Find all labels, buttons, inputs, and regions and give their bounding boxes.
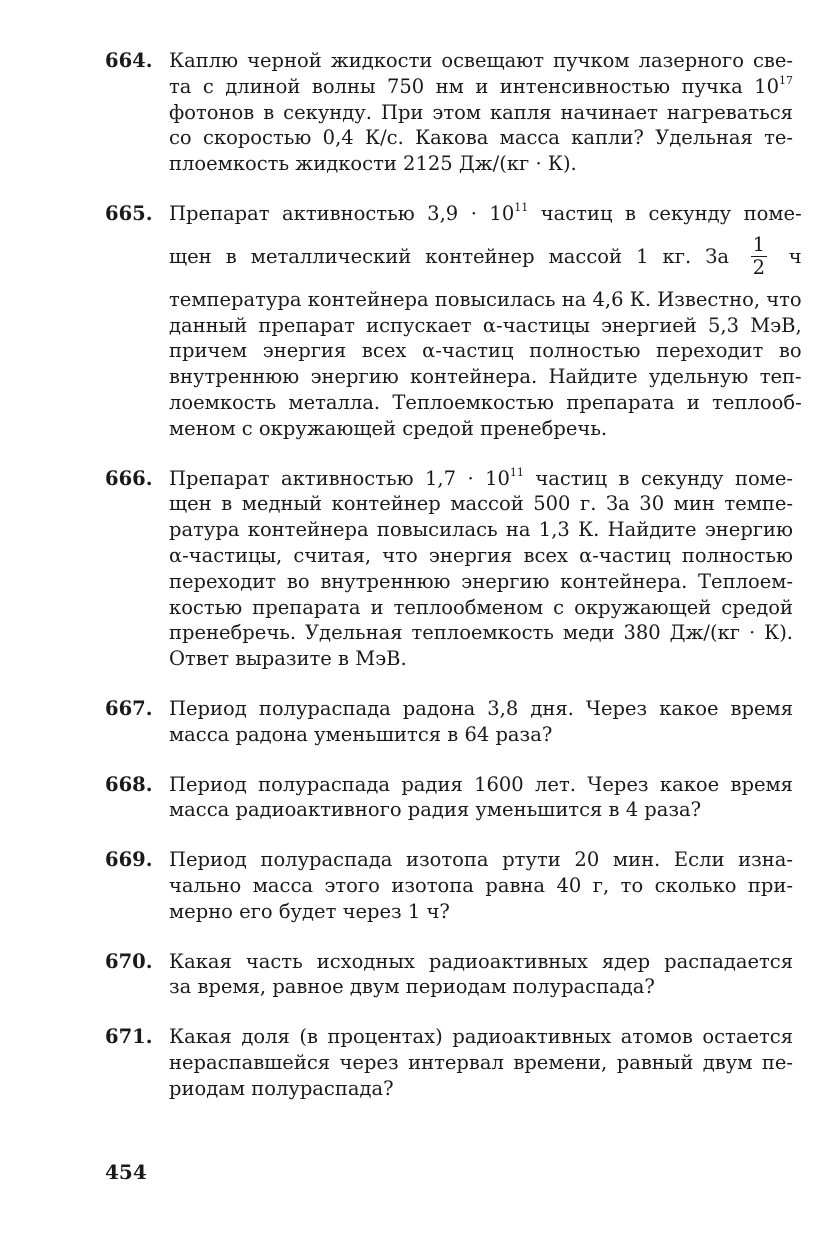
problem-text [169,1024,793,1101]
problem-number: 666. [105,466,153,490]
text-line: лоемкость металла. Теплоемкостью препарата и теплооб- [169,390,802,414]
text-line: Каплю черной жидкости освещают пучком лазерного све- [169,49,793,72]
text-line: чально масса этого изотопа равна 40 г, то сколько при- [169,873,793,897]
problem-number: 667. [105,696,153,720]
problem-667 [105,696,793,748]
exponent: 11 [514,200,529,214]
problem-669 [105,847,793,924]
problem-number: 669. [105,848,153,872]
problem-number: 670. [105,949,153,973]
text-line: α-частицы, считая, что энергия всех α-частиц полностью [169,543,793,567]
problem-text [169,201,802,442]
text-line: костью препарата и теплообменом с окружающей средой [169,595,793,619]
text-line: Период полураспада радона 3,8 дня. Через какое время [169,696,793,720]
text-line: плоемкость жидкости 2125 Дж/(кг · К). [169,152,577,176]
text-line: внутреннюю энергию контейнера. Найдите удельную теп- [169,365,802,389]
fraction-one-half: $\frac{1}{2}$ [752,233,766,280]
problem-664 [105,48,793,177]
text-line: Какая часть исходных радиоактивных ядер распадается [169,949,793,973]
text-line: мерно его будет через 1 ч? [169,899,450,923]
text-line: Какая доля (в процентах) радиоактивных атомов остается [169,1025,793,1049]
text-line: масса радона уменьшится в 64 раза? [169,722,553,746]
problem-number: 668. [105,772,153,796]
text-line: данный препарат испускает α-частицы энергией 5,3 МэВ, [169,313,802,337]
text-line: та с длиной волны 750 нм и интенсивностью пучка $10^{17}$ [169,73,793,98]
problem-666 [105,466,793,672]
page-number: 454 [105,1160,147,1184]
text-line-with-fraction: щен в металлический контейнер массой 1 кг. За $\frac{1}{2}$ ч [169,233,802,280]
text-line: со скоростью 0,4 К/с. Какова масса капли? Удельная те- [169,126,793,150]
problem-670 [105,949,793,1001]
problem-671 [105,1024,793,1101]
exponent: 11 [509,465,524,479]
problem-text [169,847,793,924]
text-line: ратура контейнера повысилась на 1,3 К. Найдите энергию [169,518,793,542]
problem-number: 664. [105,49,153,72]
exponent: 17 [779,73,793,87]
text-line: меном с окружающей средой пренебречь. [169,416,608,440]
problem-text [169,48,793,177]
text-line: фотонов в секунду. При этом капля начинает нагреваться [169,100,793,124]
problem-text [169,696,793,748]
text-line: пренебречь. Удельная теплоемкость меди 380 Дж/(кг · К). [169,621,793,645]
text-line: масса радиоактивного радия уменьшится в 4 раза? [169,798,702,822]
problem-668 [105,772,793,824]
text-line: щен в медный контейнер массой 500 г. За 30 мин темпе- [169,492,793,516]
text-line: за время, равное двум периодам полураспада? [169,975,655,999]
text-line: Препарат активностью $3,9 \cdot 10^{11}$ частиц в секунду поме- [169,200,802,225]
problem-text [169,949,793,1001]
problem-number: 671. [105,1025,153,1049]
text-line: причем энергия всех α-частиц полностью переходит во [169,339,802,363]
text-line: переходит во внутреннюю энергию контейнера. Теплоем- [169,569,793,593]
text-line: Ответ выразите в МэВ. [169,647,407,671]
problem-665 [105,200,802,442]
problem-text [169,772,793,824]
text-line: Период полураспада радия 1600 лет. Через какое время [169,772,793,796]
problem-number: 665. [105,201,153,225]
text-line: Период полураспада изотопа ртути 20 мин. Если изна- [169,848,793,872]
text-line: температура контейнера повысилась на 4,6 К. Известно, что [169,287,802,311]
text-line: Препарат активностью $1,7 \cdot 10^{11}$ частиц в секунду поме- [169,465,793,490]
text-line: риодам полураспада? [169,1076,394,1100]
text-line: нераспавшейся через интервал времени, равный двум пе- [169,1050,793,1074]
page-content [105,48,802,1126]
problem-text [169,466,793,672]
